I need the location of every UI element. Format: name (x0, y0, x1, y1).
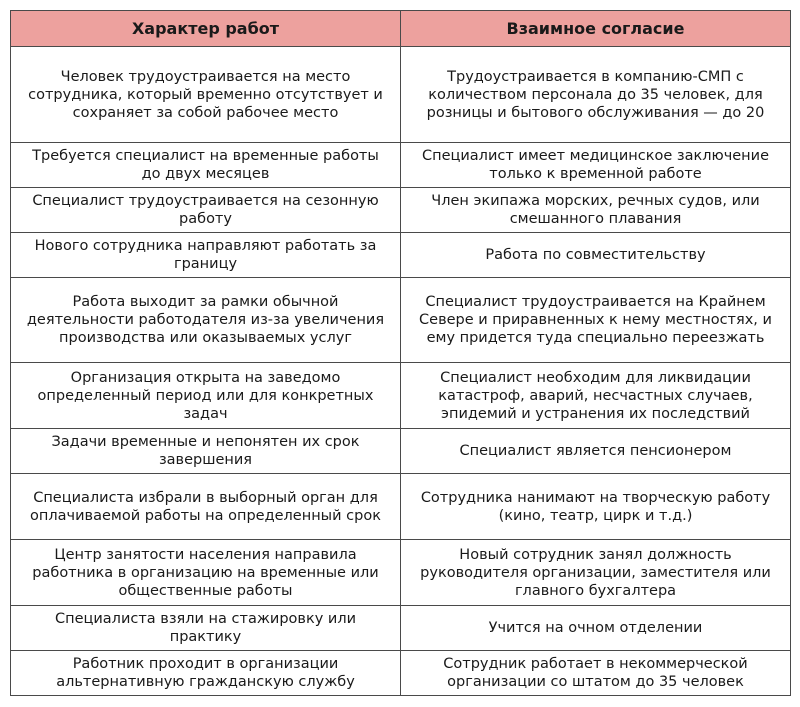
table-cell-mutual-consent: Член экипажа морских, речных судов, или смешанного плавания (401, 188, 791, 233)
table-cell-mutual-consent: Сотрудник работает в некоммерческой организации со штатом до 35 человек (401, 651, 791, 696)
table-cell-work-type: Задачи временные и непонятен их срок завершения (11, 429, 401, 474)
table-cell-mutual-consent: Новый сотрудник занял должность руководителя организации, заместителя или главного бухгалтера (401, 540, 791, 606)
table-cell-work-type: Работник проходит в организации альтернативную гражданскую службу (11, 651, 401, 696)
table-row (11, 540, 791, 606)
table-cell-work-type: Специалиста избрали в выборный орган для оплачиваемой работы на определенный срок (11, 474, 401, 540)
table-row (11, 606, 791, 651)
table-row (11, 363, 791, 429)
table-row (11, 278, 791, 363)
table-cell-mutual-consent: Специалист трудоустраивается на Крайнем Севере и приравненных к нему местностях, и ему придется туда специально переезжать (401, 278, 791, 363)
table-cell-work-type: Работа выходит за рамки обычной деятельности работодателя из-за увеличения производства или оказываемых услуг (11, 278, 401, 363)
table-cell-mutual-consent: Специалист необходим для ликвидации катастроф, аварий, несчастных случаев, эпидемий и устранения их последствий (401, 363, 791, 429)
table-header-row (11, 11, 791, 47)
table-cell-mutual-consent: Сотрудника нанимают на творческую работу (кино, театр, цирк и т.д.) (401, 474, 791, 540)
column-header-work-type: Характер работ (11, 11, 401, 47)
table-row (11, 233, 791, 278)
table-cell-mutual-consent: Специалист является пенсионером (401, 429, 791, 474)
table-cell-mutual-consent: Трудоустраивается в компанию-СМП с количеством персонала до 35 человек, для розницы и бытового обслуживания — до 20 (401, 47, 791, 143)
table-cell-mutual-consent: Работа по совместительству (401, 233, 791, 278)
table-cell-work-type: Центр занятости населения направила работника в организацию на временные или общественные работы (11, 540, 401, 606)
table-cell-work-type: Специалист трудоустраивается на сезонную работу (11, 188, 401, 233)
comparison-table (10, 10, 791, 696)
table-row (11, 47, 791, 143)
table-row (11, 651, 791, 696)
table-row (11, 474, 791, 540)
table-cell-work-type: Нового сотрудника направляют работать за границу (11, 233, 401, 278)
table-cell-work-type: Требуется специалист на временные работы до двух месяцев (11, 143, 401, 188)
table-row (11, 188, 791, 233)
table-cell-work-type: Человек трудоустраивается на место сотрудника, который временно отсутствует и сохраняет за собой рабочее место (11, 47, 401, 143)
table-row (11, 429, 791, 474)
table-cell-work-type: Специалиста взяли на стажировку или практику (11, 606, 401, 651)
table-cell-mutual-consent: Специалист имеет медицинское заключение только к временной работе (401, 143, 791, 188)
table-cell-work-type: Организация открыта на заведомо определенный период или для конкретных задач (11, 363, 401, 429)
column-header-mutual-consent: Взаимное согласие (401, 11, 791, 47)
table-row (11, 143, 791, 188)
table-cell-mutual-consent: Учится на очном отделении (401, 606, 791, 651)
